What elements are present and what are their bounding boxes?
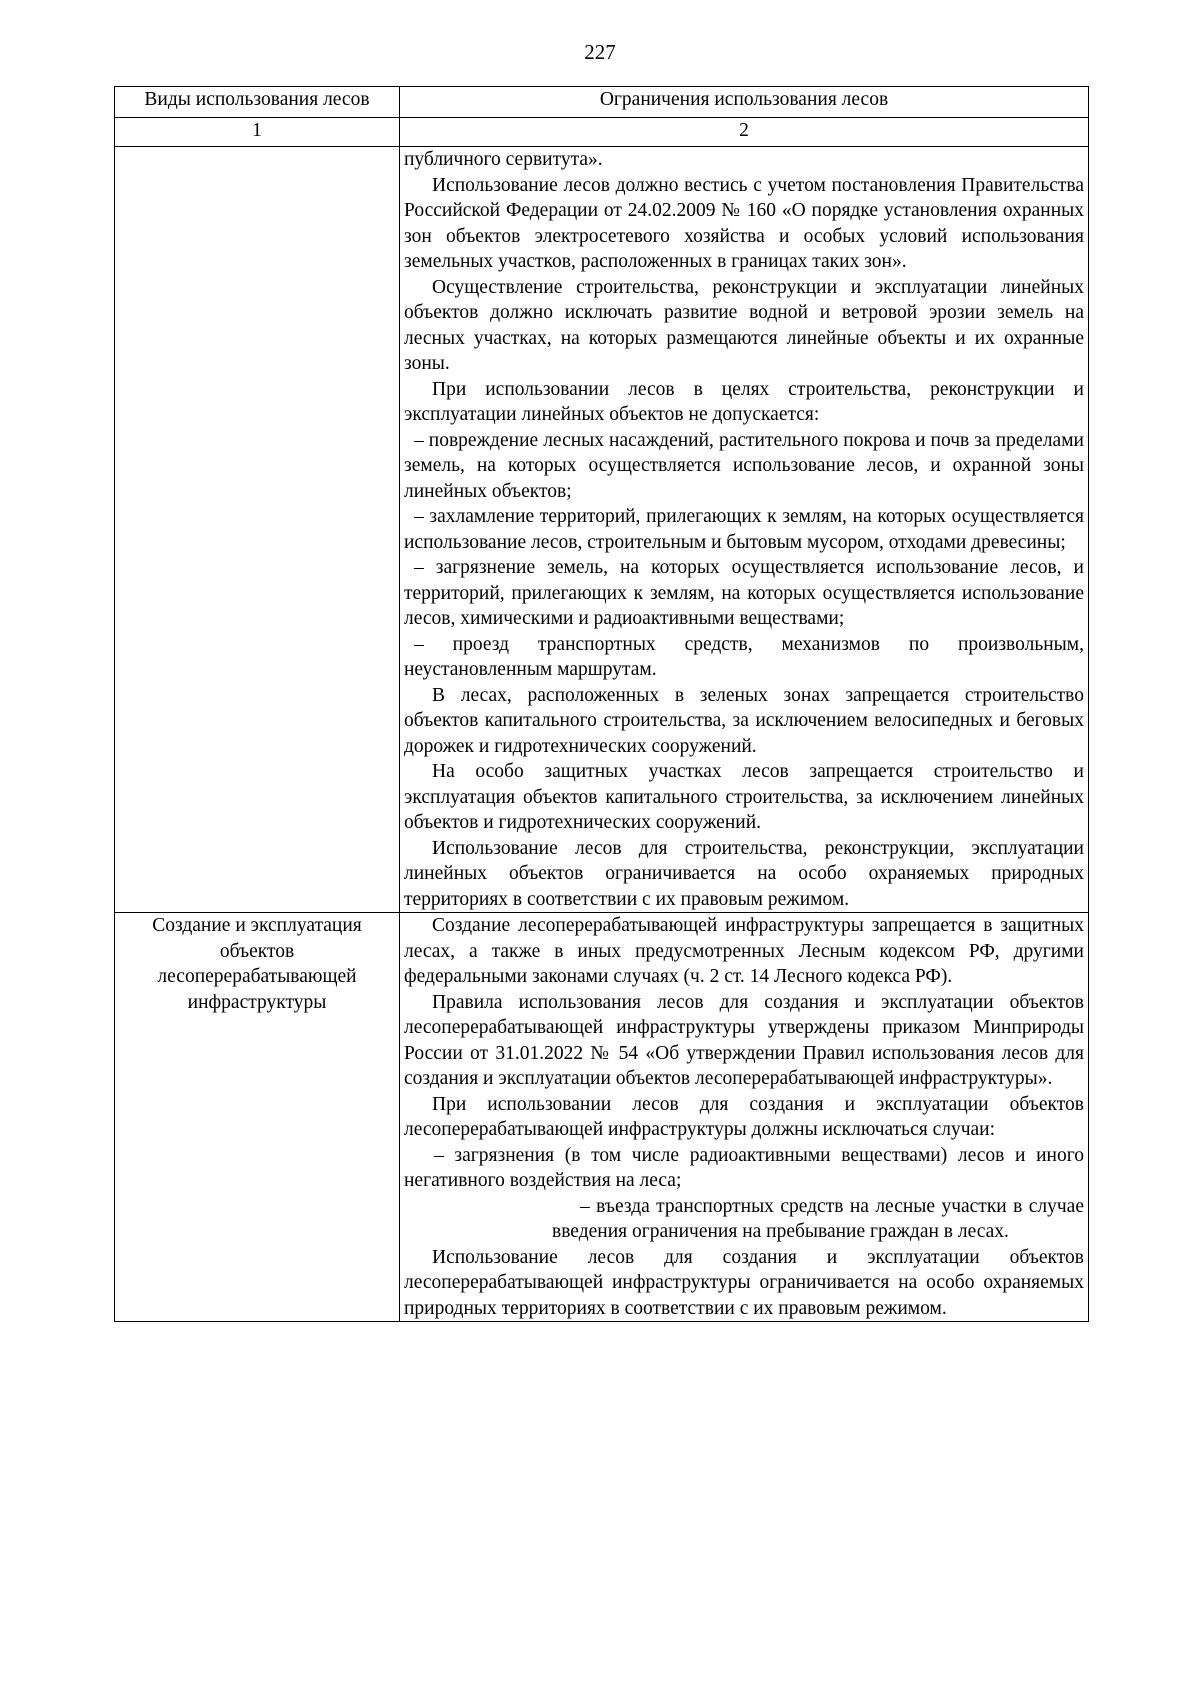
column-number-2: 2: [400, 118, 1089, 147]
restriction-paragraph: На особо защитных участках лесов запрещается строительство и эксплуатация объектов капитального строительства, за исключением линейных объектов и гидротехнических сооружений.: [404, 761, 1084, 833]
restriction-paragraph: Создание лесоперерабатывающей инфраструктуры запрещается в защитных лесах, а также в иных предусмотренных Лесным кодексом РФ, другими федеральными законами случаях (ч. 2 ст. 14 Лесного кодекса РФ).: [404, 915, 1084, 987]
restriction-paragraph: Использование лесов для строительства, реконструкции, эксплуатации линейных объектов ограничивается на особо охраняемых природных территориях в соответствии с их правовым режимом.: [404, 837, 1084, 910]
use-type-cell: Создание и эксплуатация объектов лесоперерабатывающей инфраструктуры: [115, 913, 400, 1322]
restriction-paragraph: Осуществление строительства, реконструкции и эксплуатации линейных объектов должно исключать развитие водной и ветровой эрозии земель на лесных участках, на которых размещаются линейные объекты и их охранные зоны.: [404, 276, 1084, 374]
column-number-row: [115, 118, 1089, 147]
header-row: [115, 87, 1089, 118]
column-number-1: 1: [115, 118, 400, 147]
restriction-paragraph: публичного сервитута».: [404, 149, 603, 170]
restriction-list-item: – въезда транспортных средств на лесные участки в случае введения ограничения на пребывание граждан в лесах.: [552, 1195, 1084, 1242]
restriction-paragraph: Использование лесов для создания и эксплуатации объектов лесоперерабатывающей инфраструктуры ограничивается на особо охраняемых природных территориях в соответствии с их правовым режимом.: [404, 1246, 1084, 1319]
restriction-paragraph: При использовании лесов для создания и эксплуатации объектов лесоперерабатывающей инфраструктуры должны исключаться случаи:: [404, 1093, 1084, 1140]
column-header-use-types: Виды использования лесов: [115, 87, 400, 118]
column-header-restrictions: Ограничения использования лесов: [400, 87, 1089, 118]
restriction-paragraph: При использовании лесов в целях строительства, реконструкции и эксплуатации линейных объектов не допускается:: [404, 378, 1084, 425]
restriction-paragraph: В лесах, расположенных в зеленых зонах запрещается строительство объектов капитального строительства, за исключением велосипедных и беговых дорожек и гидротехнических сооружений.: [404, 684, 1084, 757]
restriction-list-item: – повреждение лесных насаждений, растительного покрова и почв за пределами земель, на которых осуществляется использование лесов, и охранной зоны линейных объектов;: [404, 429, 1084, 502]
restriction-list-item: – загрязнения (в том числе радиоактивными веществами) лесов и иного негативного воздействия на леса;: [404, 1144, 1084, 1191]
restrictions-cell: [400, 147, 1089, 913]
restriction-paragraph: Правила использования лесов для создания и эксплуатации объектов лесоперерабатывающей инфраструктуры утверждены приказом Минприроды России от 31.01.2022 № 54 «Об утверждении Правил использования лесов для создания и эксплуатации объектов лесоперерабатывающей инфраструктуры».: [404, 991, 1084, 1089]
restriction-list-item: – проезд транспортных средств, механизмов по произвольным, неустановленным маршрутам.: [404, 633, 1084, 680]
use-type-cell: [115, 147, 400, 913]
restrictions-cell: [400, 913, 1089, 1322]
restriction-paragraph: Использование лесов должно вестись с учетом постановления Правительства Российской Федерации от 24.02.2009 № 160 «О порядке установления охранных зон объектов электросетевого хозяйства и особых условий использования земельных участков, расположенных в границах таких зон».: [404, 174, 1084, 272]
restriction-list-item: – захламление территорий, прилегающих к землям, на которых осуществляется использование лесов, строительным и бытовым мусором, отходами древесины;: [404, 506, 1084, 553]
table-row: [115, 147, 1089, 913]
restriction-list-item: – загрязнение земель, на которых осуществляется использование лесов, и территорий, прилегающих к землям, на которых осуществляется использование лесов, химическими и радиоактивными веществами;: [404, 557, 1084, 629]
forest-use-restrictions-table: [114, 86, 1089, 1322]
table-row: [115, 913, 1089, 1322]
page-number: 227: [584, 40, 616, 64]
